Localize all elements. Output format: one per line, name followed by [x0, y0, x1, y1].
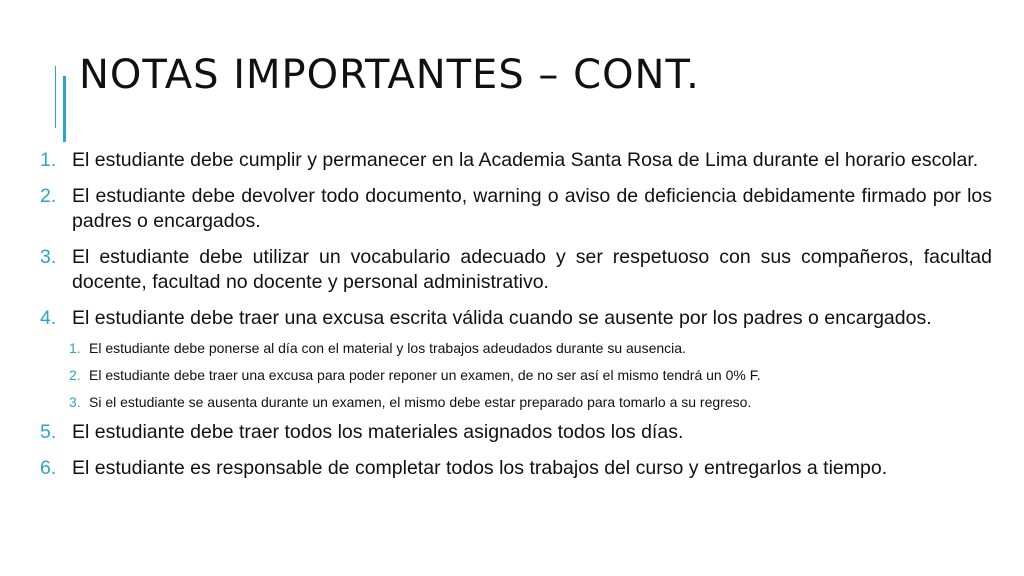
list-item-text: El estudiante debe traer todos los materiales asignados todos los días.: [72, 421, 684, 443]
list-item: [40, 456, 992, 481]
list-item-number: 6.: [40, 457, 57, 479]
list-item-number: 3.: [40, 246, 57, 268]
list-item: [40, 420, 992, 445]
list-item-text: El estudiante debe devolver todo documento, warning o aviso de deficiencia debidamente firmado por los padres o encargados.: [72, 185, 992, 232]
sub-list-item-number: 2.: [69, 367, 81, 383]
list-item: [40, 184, 992, 234]
list-item-text: El estudiante debe cumplir y permanecer en la Academia Santa Rosa de Lima durante el horario escolar.: [72, 149, 979, 171]
list-item-text: El estudiante debe traer una excusa escrita válida cuando se ausente por los padres o encargados.: [72, 307, 932, 329]
slide-title: NOTAS IMPORTANTES – CONT.: [79, 52, 700, 98]
sub-list-item-number: 3.: [69, 394, 81, 410]
list-item-number: 4.: [40, 307, 57, 329]
list-item-number: 2.: [40, 185, 57, 207]
list-item: [40, 148, 992, 173]
sub-list-item-text: Si el estudiante se ausenta durante un examen, el mismo debe estar preparado para tomarlo a su regreso.: [89, 394, 752, 410]
list-item-number: 1.: [40, 149, 57, 171]
sub-list-item-text: El estudiante debe ponerse al día con el material y los trabajos adeudados durante su ausencia.: [89, 340, 686, 356]
sub-list-item: [69, 367, 992, 384]
list-item: [40, 245, 992, 295]
numbered-list: [40, 148, 992, 492]
sub-list-item: [69, 394, 992, 411]
list-item-text: El estudiante debe utilizar un vocabulario adecuado y ser respetuoso con sus compañeros, facultad docente, facultad no docente y personal administrativo.: [72, 246, 992, 293]
sub-list-item-text: El estudiante debe traer una excusa para poder reponer un examen, de no ser así el mismo tendrá un 0% F.: [89, 367, 761, 383]
list-item-number: 5.: [40, 421, 57, 443]
sub-list-item: [69, 340, 992, 357]
accent-bar: [63, 76, 66, 142]
sub-list-item-number: 1.: [69, 340, 81, 356]
sub-list: [69, 340, 992, 411]
accent-bar: [55, 66, 56, 128]
list-item-text: El estudiante es responsable de completar todos los trabajos del curso y entregarlos a tiempo.: [72, 457, 888, 479]
list-item: [40, 306, 992, 331]
